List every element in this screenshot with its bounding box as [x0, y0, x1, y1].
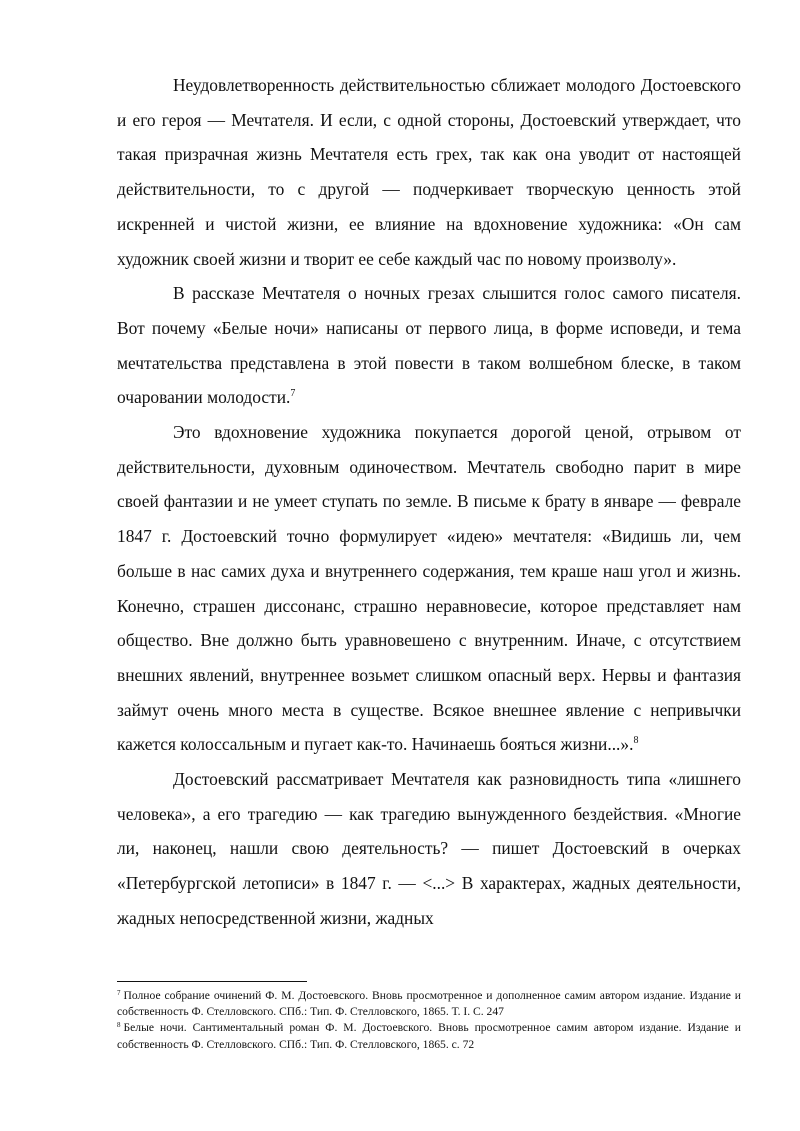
body-paragraph-4 — [117, 762, 741, 936]
footnote-ref-8[interactable]: 8 — [633, 735, 639, 747]
body-paragraph-3 — [117, 415, 741, 762]
footnote-text: Белые ночи. Сантиментальный роман Ф. М. Достоевского. Вновь просмотренное самим автором издание. Издание и собственность Ф. Стелловского. СПб.: Тип. Ф. Стелловского, 1865. с. 72 — [117, 1021, 741, 1051]
footnote-number: 8 — [117, 1021, 121, 1030]
body-paragraph-2 — [117, 276, 741, 415]
footnote-text: Полное собрание очинений Ф. М. Достоевского. Вновь просмотренное и дополненное самим автором издание. Издание и собственность Ф. Стелловского. СПб.: Тип. Ф. Стелловского, 1865. Т. I. С. 247 — [117, 989, 741, 1019]
footnote-7 — [117, 988, 741, 1020]
footnote-number: 7 — [117, 989, 121, 997]
paragraph-text: Достоевский рассматривает Мечтателя как разновидность типа «лишнего человека», а его трагедию — как трагедию вынужденного бездействия. «Многие ли, наконец, нашли свою деятельность? — пишет Достоевский в очерках «Петербургской летописи» в 1847 г. — <...> В характерах, жадных деятельности, жадных непосредственной жизни, жадных — [117, 769, 741, 928]
paragraph-text: Неудовлетворенность действительностью сближает молодого Достоевского и его героя — Мечтателя. И если, с одной стороны, Достоевский утверждает, что такая призрачная жизнь Мечтателя есть грех, так как она уводит от настоящей действительности, то с другой — подчеркивает творческую ценность этой искренней и чистой жизни, ее влияние на вдохновение художника: «Он сам художник своей жизни и творит ее себе каждый час по новому произволу». — [117, 75, 741, 269]
paragraph-text: В рассказе Мечтателя о ночных грезах слышится голос самого писателя. Вот почему «Белые ночи» написаны от первого лица, в форме исповеди, и тема мечтательства представлена в этой повести в таком волшебном блеске, в таком очаровании молодости. — [117, 283, 741, 408]
footnotes-section — [117, 981, 741, 1053]
footnote-8 — [117, 1020, 741, 1052]
document-page — [117, 68, 741, 936]
footnote-ref-7[interactable]: 7 — [290, 388, 296, 400]
paragraph-text: Это вдохновение художника покупается дорогой ценой, отрывом от действительности, духовным одиночеством. Мечтатель свободно парит в мире своей фантазии и не умеет ступать по земле. В письме к брату в январе — феврале 1847 г. Достоевский точно формулирует «идею» мечтателя: «Видишь ли, чем больше в нас самих духа и внутреннего содержания, тем краше наш угол и жизнь. Конечно, страшен диссонанс, страшно неравновесие, которое представляет нам общество. Вне должно быть уравновешено с внутренним. Иначе, с отсутствием внешних явлений, внутреннее возьмет слишком опасный верх. Нервы и фантазия займут очень много места в существе. Всякое внешнее явление с непривычки кажется колоссальным и пугает как-то. Начинаешь бояться жизни...». — [117, 422, 741, 755]
body-paragraph-1 — [117, 68, 741, 276]
footnote-separator — [117, 981, 307, 982]
